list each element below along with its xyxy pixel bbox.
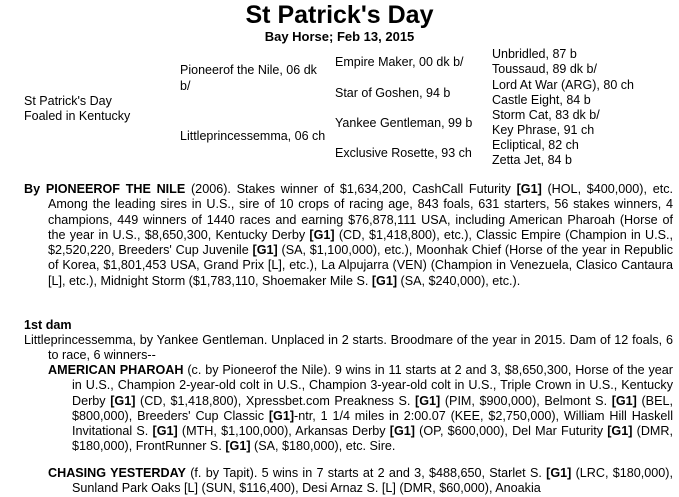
produce-name: CHASING YESTERDAY <box>48 466 186 480</box>
page-title: St Patrick's Day <box>245 1 434 29</box>
pedigree-grandparent: Exclusive Rosette, 93 ch <box>335 146 472 160</box>
pedigree-great-grandparent: Unbridled, 87 b <box>492 47 577 61</box>
pedigree-sire: Pioneerof the Nile, 06 dk b/ <box>180 63 317 93</box>
first-dam-heading: 1st dam <box>24 318 72 332</box>
first-dam-intro: Littleprincessemma, by Yankee Gentleman. Unplaced in 2 starts. Broodmare of the year in 2015. Dam of 12 foals, 6 to race, 6 winners-- <box>24 333 673 363</box>
pedigree-great-grandparent: Key Phrase, 91 ch <box>492 123 595 137</box>
pedigree-great-grandparent: Toussaud, 89 dk b/ <box>492 62 597 76</box>
pedigree-grandparent: Empire Maker, 00 dk b/ <box>335 55 464 69</box>
produce-name: AMERICAN PHAROAH <box>48 363 184 377</box>
horse-subtitle: Bay Horse; Feb 13, 2015 <box>264 29 415 44</box>
pedigree-subject-note: Foaled in Kentucky <box>24 109 131 123</box>
pedigree-great-grandparent: Storm Cat, 83 dk b/ <box>492 108 600 122</box>
produce-entry <box>48 466 673 497</box>
pedigree-great-grandparent: Lord At War (ARG), 80 ch <box>492 78 634 92</box>
sire-paragraph <box>24 182 673 289</box>
pedigree-great-grandparent: Zetta Jet, 84 b <box>492 153 572 167</box>
pedigree-grandparent: Yankee Gentleman, 99 b <box>335 116 473 130</box>
sire-description: (2006). Stakes winner of $1,634,200, CashCall Futurity [G1] (HOL, $400,000), etc. Among the leading sires in U.S., sire of 10 crops of racing age, 843 foals, 631 starters, 56 stakes winners, 4 champions, 449 winners of 1440 races and earning $76,878,111 USA, including American Pharoah (Horse of the year in U.S., $8,650,300, Kentucky Derby [G1] (CD, $1,418,800), etc.), Classic Empire (Champion in U.S., $2,520,220, Breeders' Cup Juvenile [G1] (SA, $1,100,000), etc.), Moonhak Chief (Horse of the year in Republic of Korea, $1,801,453 USA, Grand Prix [L], etc.), La Alpujarra (VEN) (Champion in Venezuela, Clasico Cantaura [L], etc.), Midnight Storm ($1,783,110, Shoemaker Mile S. [G1] (SA, $240,000), etc.). <box>48 182 673 288</box>
pedigree-great-grandparent: Castle Eight, 84 b <box>492 93 591 107</box>
pedigree-dam: Littleprincessemma, 06 ch <box>180 129 326 143</box>
produce-description: (c. by Pioneerof the Nile). 9 wins in 11 starts at 2 and 3, $8,650,300, Horse of the year in U.S., Champion 2-year-old colt in U.S., Champion 3-year-old colt in U.S., Triple Crown in U.S., Kentucky Derby [G1] (CD, $1,418,800), Xpressbet.com Preakness S. [G1] (PIM, $900,000), Belmont S. [G1] (BEL, $800,000), Breeders' Cup Classic [G1]-ntr, 1 1/4 miles in 2:00.07 (KEE, $2,750,000), William Hill Haskell Invitational S. [G1] (MTH, $1,100,000), Arkansas Derby [G1] (OP, $600,000), Del Mar Futurity [G1] (DMR, $180,000), FrontRunner S. [G1] (SA, $180,000), etc. Sire. <box>72 363 673 454</box>
pedigree-great-grandparent: Ecliptical, 82 ch <box>492 138 579 152</box>
sire-name: PIONEEROF THE NILE <box>45 182 186 196</box>
produce-entry <box>48 363 673 455</box>
produce-description: (f. by Tapit). 5 wins in 7 starts at 2 and 3, $488,650, Starlet S. [G1] (LRC, $180,000), Sunland Park Oaks [L] (SUN, $116,400), Desi Arnaz S. [L] (DMR, $60,000), Anoakia <box>72 466 673 496</box>
pedigree-grandparent: Star of Goshen, 94 b <box>335 86 451 100</box>
pedigree-subject-name: St Patrick's Day <box>24 94 112 108</box>
sire-prefix: By <box>24 182 46 196</box>
